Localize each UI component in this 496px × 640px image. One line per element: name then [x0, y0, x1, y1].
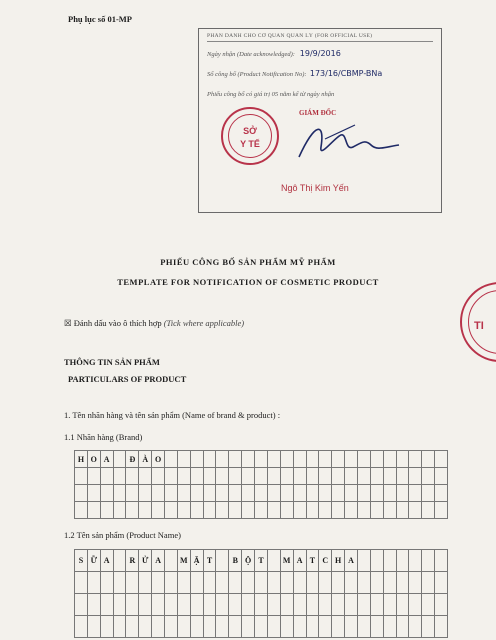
grid-cell	[165, 451, 178, 468]
grid-cell	[384, 616, 397, 638]
grid-cell	[294, 451, 307, 468]
grid-cell	[307, 485, 320, 502]
grid-cell: Ặ	[191, 550, 204, 572]
official-use-header: PHẦN DÀNH CHO CƠ QUAN QUẢN LÝ (FOR OFFICIAL USE)	[207, 33, 433, 42]
grid-cell: A	[345, 550, 358, 572]
tick-instruction	[64, 318, 244, 329]
grid-cell	[139, 468, 152, 485]
title-vietnamese: PHIẾU CÔNG BỐ SẢN PHẨM MỸ PHẨM	[160, 257, 336, 267]
grid-cell	[422, 451, 435, 468]
grid-cell	[229, 451, 242, 468]
grid-cell	[384, 451, 397, 468]
grid-cell	[216, 485, 229, 502]
grid-cell	[229, 572, 242, 594]
grid-cell	[371, 572, 384, 594]
grid-cell	[101, 572, 114, 594]
grid-cell: R	[126, 550, 139, 572]
grid-cell	[332, 572, 345, 594]
edge-seal	[460, 282, 496, 362]
grid-cell	[242, 468, 255, 485]
grid-cell	[371, 502, 384, 519]
grid-cell: B	[229, 550, 242, 572]
grid-cell	[332, 468, 345, 485]
grid-cell	[319, 572, 332, 594]
grid-cell	[397, 451, 410, 468]
grid-cell: M	[178, 550, 191, 572]
date-acknowledged-value: 19/9/2016	[299, 49, 341, 58]
grid-cell	[216, 550, 229, 572]
grid-cell	[307, 572, 320, 594]
grid-cell	[255, 572, 268, 594]
grid-cell	[152, 594, 165, 616]
grid-cell	[268, 616, 281, 638]
grid-cell	[422, 616, 435, 638]
grid-cell	[178, 468, 191, 485]
grid-cell	[294, 485, 307, 502]
grid-cell	[139, 572, 152, 594]
grid-cell: Đ	[126, 451, 139, 468]
grid-cell	[88, 485, 101, 502]
grid-cell	[332, 485, 345, 502]
grid-cell	[435, 572, 448, 594]
grid-cell	[229, 616, 242, 638]
grid-cell	[358, 616, 371, 638]
grid-cell	[307, 594, 320, 616]
grid-cell	[409, 468, 422, 485]
edge-seal-text: TI	[474, 320, 484, 332]
grid-cell	[384, 485, 397, 502]
notification-number-label: Số công bố (Product Notification No):	[207, 71, 307, 78]
grid-cell	[101, 485, 114, 502]
grid-cell	[101, 616, 114, 638]
grid-cell	[332, 594, 345, 616]
grid-cell	[422, 594, 435, 616]
grid-cell	[126, 485, 139, 502]
grid-cell	[371, 594, 384, 616]
grid-cell	[294, 572, 307, 594]
grid-cell	[332, 451, 345, 468]
grid-cell	[165, 485, 178, 502]
grid-cell	[204, 502, 217, 519]
brand-name-grid	[74, 450, 448, 519]
grid-cell	[255, 485, 268, 502]
grid-cell: M	[281, 550, 294, 572]
grid-cell	[126, 616, 139, 638]
annex-label: Phụ lục số 01-MP	[68, 14, 132, 24]
grid-cell: A	[101, 550, 114, 572]
grid-cell	[88, 502, 101, 519]
grid-cell	[229, 594, 242, 616]
grid-cell	[165, 468, 178, 485]
grid-cell	[332, 616, 345, 638]
grid-cell	[294, 468, 307, 485]
grid-cell	[216, 468, 229, 485]
grid-cell	[165, 616, 178, 638]
grid-cell: O	[152, 451, 165, 468]
grid-cell	[126, 594, 139, 616]
tick-instruction-hint: (Tick where applicable)	[163, 318, 245, 328]
grid-cell	[281, 485, 294, 502]
grid-cell	[422, 572, 435, 594]
grid-cell	[397, 550, 410, 572]
grid-cell	[409, 616, 422, 638]
grid-cell	[204, 594, 217, 616]
grid-cell	[397, 594, 410, 616]
question-product-name: 1.2 Tên sản phẩm (Product Name)	[64, 530, 181, 540]
grid-cell	[204, 616, 217, 638]
grid-cell: H	[332, 550, 345, 572]
grid-cell	[345, 572, 358, 594]
grid-cell	[332, 502, 345, 519]
grid-cell	[191, 451, 204, 468]
grid-cell	[345, 451, 358, 468]
grid-cell	[255, 451, 268, 468]
question-brand: 1.1 Nhãn hàng (Brand)	[64, 432, 143, 442]
grid-cell	[165, 502, 178, 519]
official-seal	[221, 107, 279, 165]
grid-cell	[126, 572, 139, 594]
official-use-box	[198, 28, 442, 213]
grid-cell	[255, 594, 268, 616]
grid-cell	[242, 502, 255, 519]
grid-cell	[126, 502, 139, 519]
grid-cell	[409, 572, 422, 594]
grid-cell	[307, 468, 320, 485]
grid-cell	[307, 451, 320, 468]
grid-cell	[152, 468, 165, 485]
grid-cell: A	[101, 451, 114, 468]
grid-cell	[384, 594, 397, 616]
grid-cell	[422, 485, 435, 502]
grid-cell	[75, 594, 88, 616]
grid-cell	[114, 594, 127, 616]
grid-cell	[152, 572, 165, 594]
grid-cell	[294, 616, 307, 638]
grid-cell: A	[152, 550, 165, 572]
grid-cell	[216, 451, 229, 468]
grid-cell	[191, 502, 204, 519]
grid-cell	[152, 502, 165, 519]
grid-cell	[242, 485, 255, 502]
grid-cell	[191, 485, 204, 502]
validity-text: Phiếu công bố có giá trị 05 năm kể từ ngày nhận	[207, 91, 335, 98]
grid-cell	[139, 594, 152, 616]
seal-text-1: SỞ	[243, 126, 257, 136]
grid-cell	[345, 485, 358, 502]
grid-cell	[178, 572, 191, 594]
grid-cell: T	[307, 550, 320, 572]
grid-cell	[101, 594, 114, 616]
grid-cell	[345, 502, 358, 519]
grid-cell	[281, 572, 294, 594]
grid-cell	[319, 468, 332, 485]
grid-cell	[191, 572, 204, 594]
grid-cell	[384, 572, 397, 594]
grid-cell	[435, 594, 448, 616]
grid-cell	[422, 502, 435, 519]
grid-cell	[409, 485, 422, 502]
grid-cell	[268, 451, 281, 468]
grid-cell	[178, 502, 191, 519]
grid-cell	[114, 572, 127, 594]
grid-cell	[204, 572, 217, 594]
grid-cell	[409, 451, 422, 468]
grid-cell	[345, 468, 358, 485]
grid-cell	[384, 468, 397, 485]
grid-cell	[114, 468, 127, 485]
grid-cell	[409, 594, 422, 616]
grid-cell	[319, 485, 332, 502]
grid-cell	[101, 502, 114, 519]
grid-cell	[397, 572, 410, 594]
grid-cell	[371, 616, 384, 638]
grid-cell: O	[88, 451, 101, 468]
grid-cell: T	[204, 550, 217, 572]
grid-cell	[281, 502, 294, 519]
grid-cell	[165, 572, 178, 594]
grid-cell	[216, 616, 229, 638]
grid-cell: S	[75, 550, 88, 572]
grid-cell	[114, 550, 127, 572]
grid-cell	[384, 550, 397, 572]
grid-cell	[75, 485, 88, 502]
grid-cell	[268, 502, 281, 519]
grid-cell	[178, 594, 191, 616]
grid-cell	[114, 502, 127, 519]
grid-cell: Ử	[139, 550, 152, 572]
grid-cell	[242, 594, 255, 616]
grid-cell	[75, 616, 88, 638]
grid-cell	[371, 550, 384, 572]
grid-cell	[307, 616, 320, 638]
grid-cell	[191, 594, 204, 616]
grid-cell	[75, 572, 88, 594]
grid-cell	[435, 468, 448, 485]
director-title: GIÁM ĐỐC	[299, 109, 337, 117]
signer-name: Ngô Thị Kim Yến	[281, 183, 349, 193]
grid-cell	[204, 451, 217, 468]
grid-cell	[435, 451, 448, 468]
grid-cell	[139, 616, 152, 638]
grid-cell	[255, 502, 268, 519]
grid-cell	[229, 485, 242, 502]
grid-cell	[101, 468, 114, 485]
grid-cell	[114, 485, 127, 502]
grid-cell	[75, 502, 88, 519]
grid-cell	[281, 451, 294, 468]
grid-cell	[255, 616, 268, 638]
grid-cell	[88, 616, 101, 638]
grid-cell	[139, 502, 152, 519]
grid-cell	[435, 502, 448, 519]
grid-cell	[126, 468, 139, 485]
grid-cell	[229, 502, 242, 519]
grid-cell: Ữ	[88, 550, 101, 572]
grid-cell	[178, 485, 191, 502]
seal-text-2: Y TẾ	[240, 139, 260, 149]
product-name-grid	[74, 549, 448, 638]
grid-cell: H	[75, 451, 88, 468]
grid-cell	[114, 616, 127, 638]
grid-cell	[152, 616, 165, 638]
grid-cell	[397, 485, 410, 502]
tick-instruction-text: Đánh dấu vào ô thích hợp	[73, 318, 162, 328]
notification-number-line	[207, 69, 382, 78]
grid-cell	[242, 451, 255, 468]
grid-cell	[409, 502, 422, 519]
grid-cell	[294, 502, 307, 519]
grid-cell	[204, 468, 217, 485]
title-english: TEMPLATE FOR NOTIFICATION OF COSMETIC PRODUCT	[117, 277, 379, 287]
grid-cell	[371, 468, 384, 485]
grid-cell	[216, 572, 229, 594]
date-acknowledged-label: Ngày nhận (Date acknowledged):	[207, 51, 295, 58]
grid-cell	[371, 451, 384, 468]
grid-cell	[88, 468, 101, 485]
grid-cell	[422, 468, 435, 485]
grid-cell	[139, 485, 152, 502]
grid-cell	[384, 502, 397, 519]
grid-cell	[294, 594, 307, 616]
grid-cell	[268, 550, 281, 572]
grid-cell	[268, 468, 281, 485]
grid-cell	[397, 468, 410, 485]
grid-cell	[191, 616, 204, 638]
grid-cell	[358, 485, 371, 502]
grid-cell	[345, 616, 358, 638]
grid-cell	[371, 485, 384, 502]
grid-cell	[435, 550, 448, 572]
grid-cell	[358, 572, 371, 594]
grid-cell	[152, 485, 165, 502]
grid-cell	[435, 485, 448, 502]
grid-cell	[242, 616, 255, 638]
grid-cell	[319, 594, 332, 616]
grid-cell	[216, 594, 229, 616]
grid-cell	[191, 468, 204, 485]
grid-cell	[268, 572, 281, 594]
grid-cell	[435, 616, 448, 638]
signature-icon	[295, 117, 405, 167]
grid-cell	[229, 468, 242, 485]
grid-cell	[319, 502, 332, 519]
date-acknowledged-line	[207, 49, 341, 58]
grid-cell	[358, 550, 371, 572]
grid-cell	[358, 451, 371, 468]
grid-cell	[409, 550, 422, 572]
grid-cell	[204, 485, 217, 502]
grid-cell	[268, 594, 281, 616]
grid-cell	[345, 594, 358, 616]
grid-cell	[319, 451, 332, 468]
grid-cell	[319, 616, 332, 638]
grid-cell: A	[294, 550, 307, 572]
grid-cell	[281, 468, 294, 485]
grid-cell	[178, 451, 191, 468]
grid-cell: À	[139, 451, 152, 468]
grid-cell	[358, 594, 371, 616]
section-title-english: PARTICULARS OF PRODUCT	[68, 374, 187, 384]
grid-cell	[75, 468, 88, 485]
grid-cell	[88, 572, 101, 594]
grid-cell	[114, 451, 127, 468]
grid-cell	[281, 616, 294, 638]
grid-cell	[268, 485, 281, 502]
grid-cell: Ộ	[242, 550, 255, 572]
notification-number-value: 173/16/CBMP-BNa	[309, 69, 383, 78]
grid-cell	[397, 616, 410, 638]
grid-cell	[358, 502, 371, 519]
grid-cell	[307, 502, 320, 519]
grid-cell: C	[319, 550, 332, 572]
grid-cell	[422, 550, 435, 572]
grid-cell	[358, 468, 371, 485]
grid-cell	[281, 594, 294, 616]
question-brand-product: 1. Tên nhãn hàng và tên sản phẩm (Name of brand & product) :	[64, 410, 281, 420]
grid-cell	[88, 594, 101, 616]
grid-cell	[242, 572, 255, 594]
grid-cell	[255, 468, 268, 485]
grid-cell	[397, 502, 410, 519]
grid-cell: T	[255, 550, 268, 572]
section-title-vietnamese: THÔNG TIN SẢN PHẨM	[64, 357, 160, 367]
grid-cell	[165, 550, 178, 572]
checkbox-icon: ☒	[64, 318, 72, 328]
grid-cell	[165, 594, 178, 616]
grid-cell	[178, 616, 191, 638]
grid-cell	[216, 502, 229, 519]
